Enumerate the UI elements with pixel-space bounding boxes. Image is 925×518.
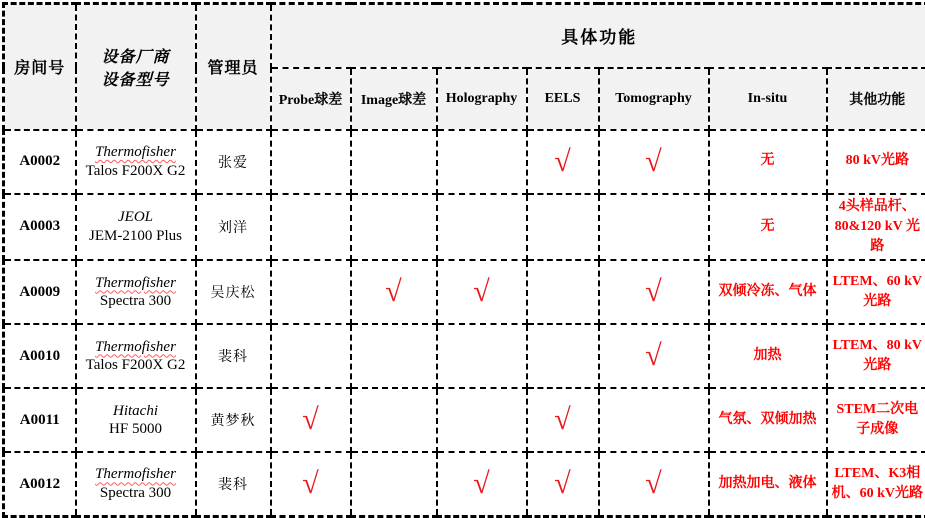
col-header-admin: 管理员 (196, 4, 271, 130)
function-check-cell: √ (599, 130, 709, 194)
table-row (4, 452, 925, 516)
admin-cell: 黄梦秋 (196, 388, 271, 452)
other-functions-cell: 4头样品杆、80&120 kV 光路 (827, 194, 925, 261)
other-functions-cell: LTEM、60 kV光路 (827, 260, 925, 324)
vendor-model-cell (76, 130, 196, 194)
col-header-vendor-model (76, 4, 196, 130)
function-check-cell (527, 260, 599, 324)
function-check-cell: √ (599, 260, 709, 324)
room-cell: A0003 (4, 194, 76, 261)
function-check-cell (271, 130, 351, 194)
function-check-cell: √ (599, 452, 709, 516)
vendor-name: JEOL (118, 208, 153, 227)
vendor-model-cell (76, 194, 196, 261)
insitu-cell: 无 (709, 194, 827, 261)
function-check-cell: √ (437, 452, 527, 516)
col-header-functions-group: 具体功能 (271, 4, 925, 68)
col-header-vendor-line2: 设备型号 (101, 72, 169, 89)
function-check-cell: √ (527, 452, 599, 516)
function-check-cell (437, 388, 527, 452)
admin-cell: 张爱 (196, 130, 271, 194)
table-row (4, 194, 925, 261)
col-header-vendor-line1: 设备厂商 (101, 49, 169, 66)
other-functions-cell: LTEM、K3相机、60 kV光路 (827, 452, 925, 516)
insitu-cell: 无 (709, 130, 827, 194)
table-row (4, 388, 925, 452)
vendor-model-cell (76, 324, 196, 388)
insitu-cell: 加热 (709, 324, 827, 388)
function-check-cell (271, 194, 351, 261)
admin-cell: 裴科 (196, 452, 271, 516)
insitu-cell: 气氛、双倾加热 (709, 388, 827, 452)
insitu-cell: 加热加电、液体 (709, 452, 827, 516)
function-check-cell (527, 324, 599, 388)
admin-cell: 裴科 (196, 324, 271, 388)
model-name: Talos F200X G2 (81, 356, 191, 375)
function-check-cell: √ (527, 130, 599, 194)
function-check-cell (599, 194, 709, 261)
room-cell: A0012 (4, 452, 76, 516)
other-functions-cell: STEM二次电子成像 (827, 388, 925, 452)
model-name: Spectra 300 (81, 484, 191, 503)
room-cell: A0002 (4, 130, 76, 194)
col-header-image-aberration: Image球差 (351, 68, 437, 130)
vendor-name: Thermofisher (95, 465, 176, 484)
function-check-cell: √ (351, 260, 437, 324)
insitu-cell: 双倾冷冻、气体 (709, 260, 827, 324)
table-row (4, 260, 925, 324)
function-check-cell (437, 324, 527, 388)
function-check-cell (351, 324, 437, 388)
function-check-cell (351, 130, 437, 194)
vendor-name: Hitachi (113, 402, 158, 421)
function-check-cell (351, 452, 437, 516)
vendor-model-cell (76, 388, 196, 452)
function-check-cell (437, 130, 527, 194)
admin-cell: 吴庆松 (196, 260, 271, 324)
function-check-cell (599, 388, 709, 452)
col-header-room: 房间号 (4, 4, 76, 130)
col-header-insitu: In-situ (709, 68, 827, 130)
function-check-cell (351, 388, 437, 452)
vendor-name: Thermofisher (95, 143, 176, 162)
vendor-name: Thermofisher (95, 274, 176, 293)
other-functions-cell: 80 kV光路 (827, 130, 925, 194)
col-header-probe-aberration: Probe球差 (271, 68, 351, 130)
model-name: Spectra 300 (81, 292, 191, 311)
function-check-cell (527, 194, 599, 261)
room-cell: A0010 (4, 324, 76, 388)
col-header-tomography: Tomography (599, 68, 709, 130)
model-name: HF 5000 (81, 420, 191, 439)
function-check-cell (271, 260, 351, 324)
vendor-model-cell (76, 260, 196, 324)
model-name: Talos F200X G2 (81, 162, 191, 181)
col-header-other-functions: 其他功能 (827, 68, 925, 130)
vendor-name: Thermofisher (95, 338, 176, 357)
function-check-cell: √ (271, 452, 351, 516)
admin-cell: 刘洋 (196, 194, 271, 261)
vendor-model-cell (76, 452, 196, 516)
function-check-cell: √ (599, 324, 709, 388)
room-cell: A0011 (4, 388, 76, 452)
function-check-cell (437, 194, 527, 261)
col-header-holography: Holography (437, 68, 527, 130)
function-check-cell: √ (527, 388, 599, 452)
equipment-function-table (2, 2, 925, 518)
function-check-cell (351, 194, 437, 261)
col-header-eels: EELS (527, 68, 599, 130)
model-name: JEM-2100 Plus (81, 227, 191, 246)
function-check-cell: √ (271, 388, 351, 452)
table-row (4, 130, 925, 194)
room-cell: A0009 (4, 260, 76, 324)
function-check-cell (271, 324, 351, 388)
function-check-cell: √ (437, 260, 527, 324)
other-functions-cell: LTEM、80 kV光路 (827, 324, 925, 388)
table-row (4, 324, 925, 388)
